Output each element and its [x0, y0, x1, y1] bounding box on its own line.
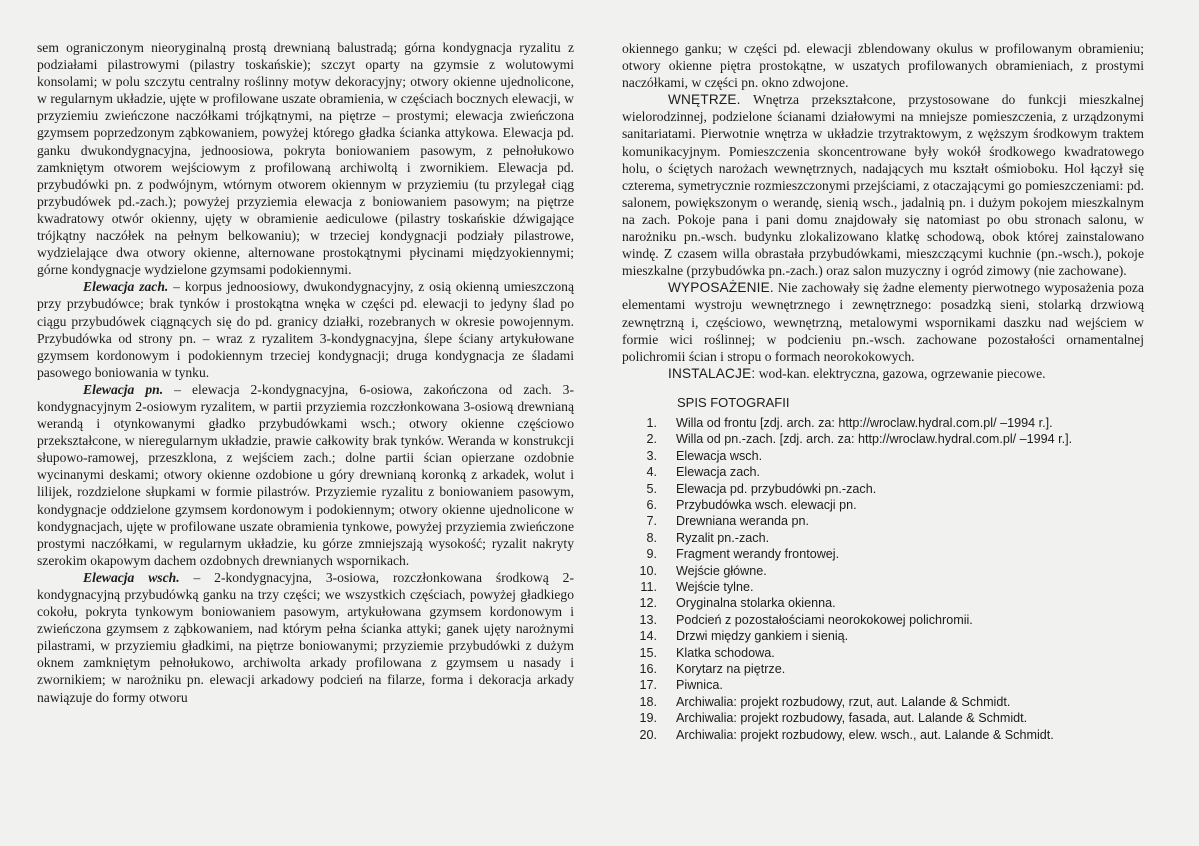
- photo-caption: Podcień z pozostałościami neorokokowej polichromii.: [676, 612, 973, 627]
- photo-caption: Korytarz na piętrze.: [676, 662, 786, 677]
- right-column: [622, 40, 1144, 743]
- photo-caption: Piwnica.: [676, 678, 723, 693]
- photo-list-item: [622, 645, 1144, 661]
- photo-list-item: [622, 595, 1144, 611]
- photo-list-item: [622, 710, 1144, 726]
- photo-caption: Fragment werandy frontowej.: [676, 547, 840, 562]
- text-installations: wod-kan. elektryczna, gazowa, ogrzewanie piecowe.: [755, 365, 1046, 381]
- paragraph-installations: [622, 365, 1144, 382]
- heading-elevation-east: Elewacja wsch.: [83, 569, 180, 585]
- photo-list-item: [622, 448, 1144, 464]
- photo-list-item: [622, 677, 1144, 693]
- photo-caption: Oryginalna stolarka okienna.: [676, 596, 836, 611]
- heading-interior: WNĘTRZE.: [668, 92, 741, 108]
- text-elevation-east: – 2-kondygnacyjna, 3-osiowa, rozczłonkowana środkową 2-kondygnacyjną przybudówką ganku na trzy części; we wszystkich częściach, powyżej gładkiego cokołu, pokryta tynkowym boniowaniem pasowym, artykułowana gzymsem kordonowym i zwieńczona gzymsem z ząbkowaniem, nad którym pełna ścianka attyki; ganek ujęty narożnymi pilastrami, w przyziemiu gładkimi, na piętrze boniowanymi; przyziemie przybudówki z dużym oknem zamkniętym pełnołukowo, archiwolta arkady profilowana z gzymsem u nasady i zwornikiem; w narożniku pn. elewacji arkadowy podcień na filarze, forma i dekoracja arkady nawiązuje do formy otworu: [37, 569, 574, 705]
- photo-list-item: [622, 431, 1144, 447]
- photo-list-item: [622, 612, 1144, 628]
- paragraph-facade-south: sem ograniczonym nieoryginalną prostą drewnianą balustradą; górna kondygnacja ryzalitu z podziałami pilastrowymi (pilastry toskańskie); szczyt oparty na gzymsie z wolutowymi konsolami; w polu szczytu centralny roślinny motyw dekoracyjny; otwory okienne ujednolicone, w regularnym układzie, ujęte w profilowane uszate obramienia, w częściach bocznych elewacji, w przyziemiu zwieńczone naczółkami trójkątnymi, na piętrze – prostymi; elewacja zwieńczona gzymsem poprzedzonym ząbkowaniem, powyżej którego gładka ścianka attykowa. Elewacja pd. ganku dwukondygnacyjna, jednoosiowa, pokryta boniowaniem pasowym, z pełnołukowo zamkniętym otworem wejściowym z profilowaną archiwoltą i zwornikiem. Elewacja pd. przybudówki pn. z podwójnym, wtórnym otworem okiennym w przyziemiu (tu przylegał ciąg przybudówek pd.-zach.); powyżej przyziemia elewacja z boniowaniem pasowym; na piętrze kwadratowy otwór okienny, ujęty w obramienie aediculowe (pilastry toskańskie dźwigające trójkątny naczółek na pełnym belkowaniu); w trzeciej kondygnacji podziały pilastrowe, wydzielające dwa otwory okienne, alternowane prostokątnymi płycinami międzyokiennymi; górne kondygnacje wydzielone gzymsami podokiennymi.: [37, 40, 574, 278]
- photo-list-item: [622, 530, 1144, 546]
- photo-caption: Willa od frontu [zdj. arch. za: http://wroclaw.hydral.com.pl/ –1994 r.].: [676, 415, 1053, 430]
- photo-number: 2.: [646, 432, 657, 447]
- photo-number: 20.: [639, 727, 657, 742]
- photo-caption: Elewacja zach.: [676, 465, 760, 480]
- photo-list-item: [622, 579, 1144, 595]
- photo-list-item: [622, 727, 1144, 743]
- photo-number: 3.: [646, 448, 657, 463]
- text-elevation-west: – korpus jednoosiowy, dwukondygnacyjny, z osią okienną umieszczoną przy przybudówce; brak tynków i prostokątna wnęka w części pd. elewacji to jedyny ślad po ciągu przybudówek ciągnących się do pd. granicy działki, rozebranych w okresie powojennym. Przybudówka od strony pn. – wraz z ryzalitem 3-kondygnacyjna, ślepe ściany artykułowane gzymsem kordonowym i podokiennym trzeciej kondygnacji; druga kondygnacja ze śladami pasowego boniowania w tynku.: [37, 279, 574, 380]
- text-furnishings: Nie zachowały się żadne elementy pierwotnego wyposażenia poza elementami wystroju wewnętrznego i zewnętrznego: posadzką sieni, stolarką drzwiową zewnętrzną i, częściowo, wewnętrzną, metalowymi wspornikami daszku nad wejściem w formie wici roślinnej; w podcieniu pn.-wsch. zachowane pozostałości ornamentalnej polichromii ścian i stropu o formach neorokokowych.: [622, 280, 1144, 364]
- photo-number: 17.: [639, 678, 657, 693]
- heading-furnishings: WYPOSAŻENIE.: [668, 280, 774, 296]
- paragraph-elevation-east: [37, 569, 574, 706]
- paragraph-east-continued: okiennego ganku; w części pd. elewacji zblendowany okulus w profilowanym obramieniu; otwory okienne piętra prostokątne, w uszatych profilowanych obramieniach, z prostymi naczółkami, w części pn. okno zdwojone.: [622, 41, 1144, 91]
- photo-number: 11.: [640, 580, 657, 595]
- photo-caption: Drzwi między gankiem i sienią.: [676, 629, 849, 644]
- paragraph-elevation-west: [37, 278, 574, 381]
- photo-number: 4.: [646, 465, 657, 480]
- photo-list-item: [622, 661, 1144, 677]
- photo-number: 13.: [639, 612, 657, 627]
- photo-number: 12.: [639, 596, 657, 611]
- photo-caption: Elewacja pd. przybudówki pn.-zach.: [676, 481, 877, 496]
- photo-caption: Wejście tylne.: [676, 580, 754, 595]
- photo-number: 1.: [646, 415, 657, 430]
- photo-number: 7.: [646, 514, 657, 529]
- photo-number: 10.: [639, 563, 657, 578]
- photo-caption: Wejście główne.: [676, 563, 767, 578]
- text-interior: Wnętrza przekształcone, przystosowane do funkcji mieszkalnej wielorodzinnej, podzielone ścianami działowymi na mniejsze pomieszczenia, z urządzonymi sanitariatami. Pierwotnie wnętrza w układzie trzytraktowym, z węższym środkowym traktem komunikacyjnym. Pomieszczenia skoncentrowane były wokół środkowego kwadratowego holu, o ściętych narożach wewnętrznych, nadających mu kształt ośmioboku. Hol łączył się czterema, symetrycznie rozmieszczonymi przejściami, z otaczającymi go pomieszczeniami: pd. salonem, powiększonym o werandę, sienią wsch., jadalnią pn. i dużym pokojem mieszkalnym na zach. Pokoje pana i pani domu znajdowały się natomiast po obu stronach salonu, w narożniku pn.-wsch. budynku zlokalizowano klatkę schodową, obok której zainstalowano windę. Z czasem willa obrastała przybudówkami, mieszczącymi kuchnie (pn.-wsch.), pokoje mieszkalne (przybudówka pn.-zach.) oraz salon muzyczny i ogród zimowy (nie zachowane).: [622, 92, 1144, 279]
- paragraph-interior: [622, 91, 1144, 279]
- text-elevation-north: – elewacja 2-kondygnacyjna, 6-osiowa, zakończona od zach. 3-kondygnacyjnym 2-osiowym ryzalitem, w partii przyziemia rozczłonkowana 3-osiową drewnianą werandą i otynkowanymi gładko przybudówkami wsch.; otwory okienne częściowo przekształcone, w nieregularnym układzie, prawie całkowity brak tynków. Weranda w konstrukcji słupowo-ramowej, przeszklona, z wejściem zach.; dolne partii ścian opierzane ozdobnie wycinanymi deskami; otwory okienne ozdobione u góry drewnianą koronką z arkadek, wolut i lilijek, rozdzielone słupkami w formie pilastrów. Przyziemie ryzalitu z boniowaniem pasowym, kondygnacje oddzielone gzymsem kordonowym i podokiennym; otwory okienne ujednolicone w kondygnacjach, ujęte w profilowane uszate obramienia tynkowe, powyżej przyziemia zwieńczone prostymi naczółkami, w regularnym układzie, ku górze zmniejszają wysokość; ryzalit nakryty szerokim okapowym dachem ozdobnych drewnianych wspornikach.: [37, 381, 574, 568]
- photo-caption: Archiwalia: projekt rozbudowy, rzut, aut. Lalande & Schmidt.: [676, 694, 1011, 709]
- photo-caption: Elewacja wsch.: [676, 448, 763, 463]
- photo-caption: Ryzalit pn.-zach.: [676, 530, 770, 545]
- photo-caption: Przybudówka wsch. elewacji pn.: [676, 498, 857, 512]
- heading-elevation-west: Elewacja zach.: [83, 279, 169, 295]
- photo-number: 19.: [639, 711, 657, 726]
- photo-list-item: [622, 546, 1144, 562]
- photo-number: 18.: [639, 694, 657, 709]
- photo-number: 9.: [646, 547, 657, 562]
- photo-number: 6.: [646, 498, 657, 512]
- photo-caption: Archiwalia: projekt rozbudowy, fasada, aut. Lalande & Schmidt.: [676, 711, 1028, 726]
- paragraph-furnishings: [622, 279, 1144, 364]
- photo-list-item: [622, 628, 1144, 644]
- photo-number: 8.: [646, 530, 657, 545]
- heading-elevation-north: Elewacja pn.: [83, 381, 164, 397]
- photos-list-title: SPIS FOTOGRAFII: [677, 394, 790, 410]
- photo-list-item: [622, 481, 1144, 497]
- photo-list-item: [622, 694, 1144, 710]
- photo-list-item: [622, 563, 1144, 579]
- photo-list-item: [622, 464, 1144, 480]
- heading-installations: INSTALACJE:: [668, 365, 756, 381]
- photo-number: 5.: [646, 481, 657, 496]
- photo-number: 15.: [639, 645, 657, 660]
- photo-caption: Drewniana weranda pn.: [676, 514, 810, 529]
- photos-list: [622, 415, 1144, 743]
- photo-list-item: [622, 415, 1144, 431]
- paragraph-elevation-north: [37, 381, 574, 569]
- photo-list-item: [622, 497, 1144, 513]
- photo-number: 16.: [639, 662, 657, 677]
- photo-caption: Archiwalia: projekt rozbudowy, elew. wsch., aut. Lalande & Schmidt.: [676, 727, 1054, 742]
- photo-caption: Willa od pn.-zach. [zdj. arch. za: http://wroclaw.hydral.com.pl/ –1994 r.].: [676, 432, 1073, 447]
- left-column: [37, 39, 574, 706]
- photo-list-item: [622, 513, 1144, 529]
- photo-caption: Klatka schodowa.: [676, 645, 775, 660]
- photo-number: 14.: [639, 629, 657, 644]
